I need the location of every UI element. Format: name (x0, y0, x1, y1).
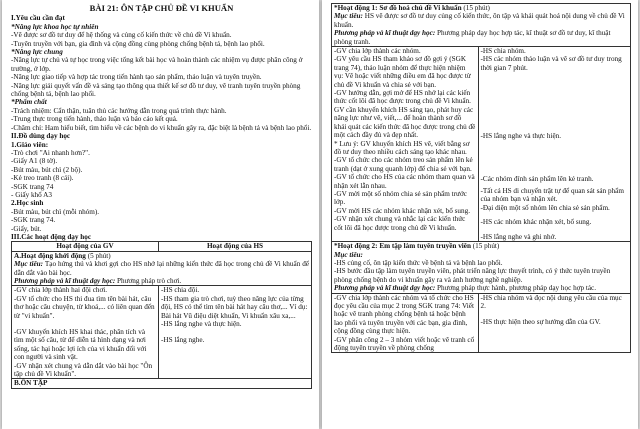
activity-2-time: (15 phút) (470, 242, 500, 251)
section-heading: *Phẩm chất (11, 98, 47, 107)
section-line: -Năng lực giải quyết vấn đề và sáng tạo thông qua thiết kế sơ đồ tư duy, vẽ tranh tuyên truyền phòng chống bệnh tả, bệnh lao phổi. (11, 81, 301, 99)
section-line: -Tuyên truyền với bạn, gia đình và cộng đồng cùng phòng chống bệnh tả, bệnh lao phổi. (11, 39, 265, 48)
header-gv: Hoạt động của GV (12, 242, 159, 251)
section-heading: II.Đồ dùng dạy học (11, 132, 71, 141)
activity-1-hs-column (478, 47, 631, 242)
activity-b-title: B.ÔN TẬP (12, 379, 312, 388)
gv-activity-line: -GV phân công 2 – 3 nhóm viết hoặc vẽ tranh cổ động tuyên truyền về phòng chống (334, 335, 475, 352)
header-hs: Hoạt động của HS (159, 242, 312, 251)
hs-activity-line: -HS thực hiện theo sự hướng dẫn của GV. (480, 318, 601, 327)
lesson-sections (11, 14, 312, 241)
hs-activity-line: -HS chia nhóm. (480, 47, 526, 56)
hs-activity-line: -HS tham gia trò chơi, tuỳ theo năng lực của từng đội, HS có thể tìm tên bài hát hay câu thơ,... Ví dụ: Bài hát Vũ điệu diệt khuẩn, Vi khuẩn xâu xa,... (161, 294, 308, 320)
activity-1-method-text: Phương pháp dạy học hợp tác, kĩ thuật sơ đồ tư duy, kĩ thuật phòng tranh. (334, 29, 611, 46)
method-text: Phương pháp trò chơi. (115, 277, 182, 285)
section-line: -Năng lực giao tiếp và hợp tác trong tiến hành tạo sản phẩm, thảo luận và tuyên truyền. (11, 73, 262, 82)
gv-activity-line: -GV chia lớp thành hai đội chơi. (14, 286, 108, 295)
hs-activity-line (161, 328, 309, 336)
objective-line: -HS bước đầu tập làm tuyên truyền viên, phát triển năng lực thuyết trình, có ý thức tuyên truyền phòng chống bệnh do vi khuẩn gây ra và ảnh hưởng nghề nghiệp. (334, 267, 611, 284)
activity-1-method-label: Phương pháp và kĩ thuật dạy học: (334, 29, 436, 38)
section-heading: *Năng lực chung (11, 48, 63, 57)
section-line: -SGK trang 74 (11, 182, 54, 191)
gv-activity-line: -GV yêu cầu HS tham khảo sơ đồ gợi ý (SGK trang 74), thảo luận nhóm để thực hiện nhiệm vụ: Vẽ hoặc viết những điều em đã học được từ chủ đề Vi khuẩn và chia sẻ với bạn. (334, 55, 471, 89)
activity-a-title: A.Hoạt động khởi động (14, 251, 86, 260)
activity-1-gv-column (332, 47, 479, 242)
activity-1-objective-label: Mục tiêu: (334, 12, 363, 21)
activity-a-info (12, 251, 312, 286)
hs-activity-line: -HS lắng nghe và ghi nhớ. (480, 232, 557, 241)
section-heading: 1.Giáo viên: (11, 140, 49, 149)
hs-activity-line: -Các nhóm đính sản phẩm lên kẻ tranh. (480, 174, 594, 183)
section-line: -Trung thực trong tiến hành, thảo luận và báo cáo kết quả. (11, 115, 178, 124)
gv-activity-line: -GV hướng dẫn, gợi mở để HS nhớ lại các kiến thức cốt lõi đã học được trong chủ đề Vi khuẩn. GV cần khuyến khích HS sáng tạo, phát huy các năng lực như vẽ, viết,... để hoàn thành sơ đồ khái quát các kiến thức đã học được trong chủ đề một cách đầy đủ và đẹp nhất. (334, 89, 476, 140)
gv-activity-line (14, 320, 156, 328)
section-heading: I.Yêu cầu cần đạt (11, 14, 65, 23)
activities-table-continued (331, 3, 631, 353)
document-page-right (322, 0, 638, 429)
activity-1-info (332, 4, 631, 47)
gv-activity-line: -GV tổ chức cho HS thi đua tìm tên bài hát, câu thơ hoặc câu chuyện, từ khoá,... có liên quan đến từ "vi khuẩn". (14, 294, 155, 320)
hs-activity-line: -HS chia nhóm và đọc nội dung yêu cầu của mục 2. (480, 293, 622, 310)
section-line: -Bút màu, bút chì (mỗi nhóm). (11, 207, 100, 216)
activity-2-hs-column (478, 293, 631, 353)
gv-activity-line: -GV chia lớp thành các nhóm. (334, 47, 421, 56)
activity-1-time: (15 phút) (461, 4, 490, 12)
activity-2-objective-label: Mục tiêu: (334, 250, 363, 259)
section-line: -SGK trang 74. (11, 216, 56, 225)
gv-activity-line: -GV chia lớp thành các nhóm và tổ chức cho HS đọc yêu cầu của mục 2 trong SGK trang 74: Viết hoặc vẽ tranh phòng chống bệnh tả hoặc bệnh lao phổi và tuyên truyền với các bạn, gia đình, cộng đồng cùng thực hiện. (334, 293, 474, 336)
hs-activity-line: -Tất cả HS di chuyển trật tự để quan sát sản phẩm của nhóm bạn và nhận xét. (480, 187, 624, 204)
gv-activity-line: -GV nhận xét chung và dẫn dắt vào bài học "Ôn tập chủ đề Vi khuẩn". (14, 361, 153, 379)
activity-2-method-label: Phương pháp và kĩ thuật dạy học: (334, 284, 436, 293)
section-line: -Kẻ treo tranh (8 cái). (11, 174, 74, 183)
section-line: -Giấy A1 (8 tờ). (11, 157, 58, 166)
method-label: Phương pháp và kĩ thuật dạy học: (14, 277, 116, 285)
section-line: - Giấy khổ A3 (11, 190, 52, 199)
section-line: -Vẽ được sơ đồ tư duy để hệ thống và củng cố kiến thức về chủ đề Vi khuẩn. (11, 31, 232, 40)
section-heading: III.Các hoạt động dạy học (11, 232, 92, 241)
section-line: -Năng lực tự chủ và tự học trong việc tổng kết bài học và hoàn thành các nhiệm vụ được phân công ở trường, ở lớp. (11, 56, 303, 73)
activity-2-info (332, 242, 631, 293)
gv-activity-line: -GV mời một số nhóm chia sẻ sản phẩm trước lớp. (334, 189, 467, 207)
section-line: -Trách nhiệm: Cẩn thận, tuân thủ các hướng dẫn trong quá trình thực hành. (11, 106, 227, 115)
hs-activity-line: -HS các nhóm thảo luận và vẽ sơ đồ tư duy trong thời gian 7 phút. (480, 55, 622, 72)
activity-2-method-text: Phương pháp thực hành, phương pháp dạy học hợp tác. (435, 284, 597, 293)
activity-a-time: (5 phút) (85, 251, 111, 260)
activities-table (11, 241, 312, 389)
activity-2-gv-column (332, 293, 479, 353)
hs-activity-line: -HS chia đội. (161, 286, 200, 295)
activity-1-title: *Hoạt động 1: Sơ đồ hoá chủ đề Vi khuẩn (334, 4, 462, 12)
gv-activity-line: -GV mời HS các nhóm khác nhận xét, bổ sung. (334, 206, 471, 215)
hs-activity-line: -HS lắng nghe và thực hiện. (161, 320, 242, 329)
activity-1-objective-text: HS vẽ được sơ đồ tư duy củng cố kiến thức, ôn tập và khái quát hoá nội dung về chủ đề Vi khuẩn. (334, 12, 625, 29)
gv-activity-line: * Lưu ý: GV khuyến khích HS vẽ, viết bằng sơ đồ tư duy theo nhiều cách sáng tạo khác nhau. (334, 139, 470, 156)
section-heading: *Năng lực khoa học tự nhiên (11, 22, 99, 31)
objective-text: Tạo hứng thú và khơi gợi cho HS nhớ lại những kiến thức đã học trong chủ đề Vi khuẩn để dẫn dắt vào bài học. (14, 260, 309, 277)
hs-column (159, 286, 312, 379)
lesson-title: BÀI 21: ÔN TẬP CHỦ ĐỀ VI KHUẨN (89, 3, 234, 13)
gv-activity-line: -GV tổ chức cho các nhóm treo sản phẩm lên kẻ tranh (dạt ở xung quanh lớp) để chia sẻ với bạn. (334, 156, 473, 173)
section-line: -Chăm chỉ: Ham hiểu biết, tìm hiểu về các bệnh do vi khuẩn gây ra, đặc biệt là bệnh tả và bệnh lao phổi. (11, 123, 312, 132)
section-line: -Trò chơi "Ai nhanh hơn?". (11, 148, 90, 157)
hs-activity-line: -HS lắng nghe và thực hiện. (480, 132, 562, 141)
section-heading: 2.Học sinh (11, 199, 44, 208)
gv-activity-line: -GV khuyến khích HS khai thác, phân tích và tìm một số câu, từ để diễn tả hình dạng và nơi sống, tác hại hoặc lợi ích của vi khuẩn đối với con người và sinh vật. (14, 328, 147, 362)
document-page-left (2, 0, 319, 429)
objective-label: Mục tiêu: (14, 260, 44, 269)
gv-activity-line: -GV nhận xét chung và nhắc lại các kiến thức cốt lõi đã học được trong chủ đề Vi khuẩn. (334, 215, 466, 232)
hs-activity-line: -HS lắng nghe. (161, 336, 205, 345)
hs-activity-line: -HS các nhóm khác nhận xét, bổ sung. (480, 218, 592, 227)
hs-activity-line: -Đại diện một số nhóm lên chia sẻ sản phẩm. (480, 203, 610, 212)
activity-2-title: *Hoạt động 2: Em tập làm tuyên truyền viên (334, 242, 471, 251)
gv-column (12, 286, 159, 379)
section-line: -Bút màu, bút chì (2 bộ). (11, 165, 83, 174)
gv-activity-line: -GV tổ chức cho HS của các nhóm tham quan và nhận xét lẫn nhau. (334, 173, 475, 190)
section-line: -Giấy, bút. (11, 224, 42, 233)
objective-line: -HS củng cố, ôn tập kiến thức về bệnh tả và bệnh lao phổi. (334, 258, 503, 267)
